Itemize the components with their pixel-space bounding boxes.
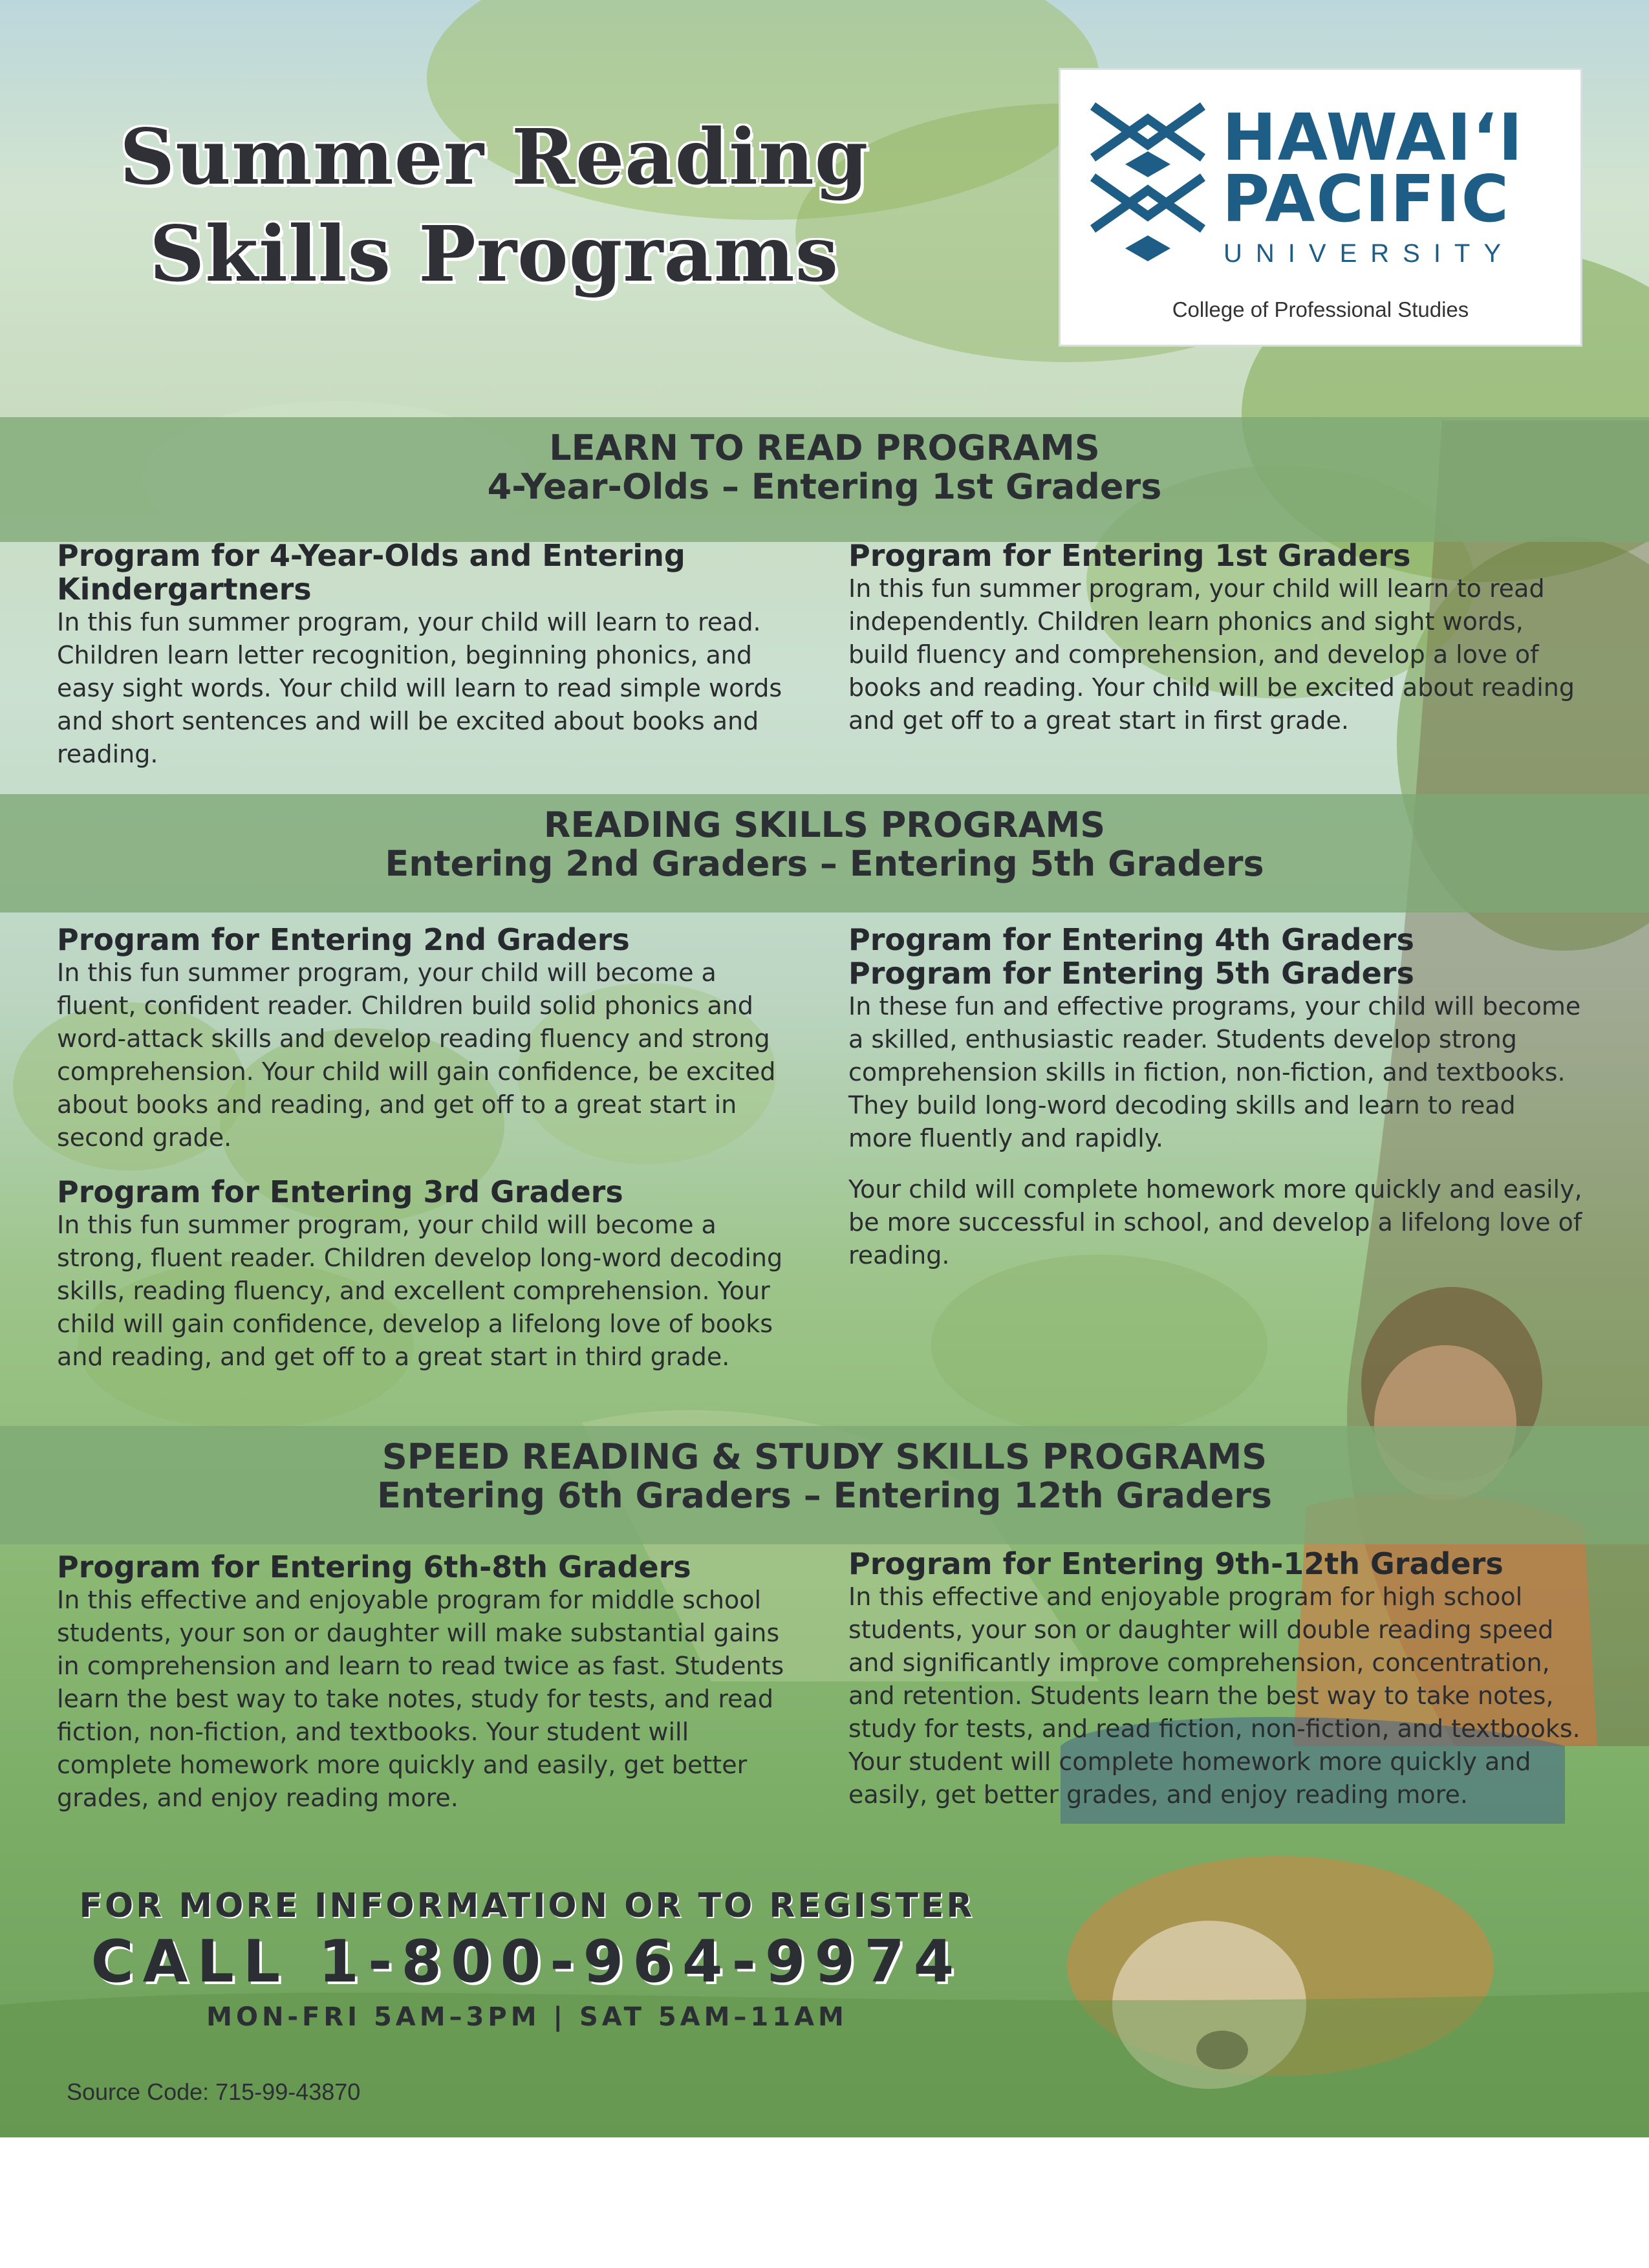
program-1st-grade <box>848 539 1586 737</box>
program-2nd-3rd-grade <box>57 923 794 1374</box>
program-heading: Program for Entering 1st Graders <box>848 538 1411 573</box>
program-heading: Program for Entering 4th Graders <box>848 922 1414 957</box>
program-description-secondary: Your child will complete homework more quickly and easily, be more successful in school, and develop a lifelong love of reading. <box>848 1175 1582 1269</box>
program-heading: Program for Entering 6th-8th Graders <box>57 1550 691 1584</box>
section-subtitle: Entering 2nd Graders – Entering 5th Graders <box>385 843 1264 884</box>
contact-block <box>61 1885 993 2036</box>
program-description: In this fun summer program, your child will become a fluent, confident reader. Children build solid phonics and word-attack skills and develop reading fluency and strong comprehension. Your child will gain confidence, be excited about books and reading, and get off to a great start in second grade. <box>57 958 776 1152</box>
program-4th-5th-grade <box>848 923 1586 1272</box>
program-description: In this effective and enjoyable program for middle school students, your son or daughter will make substantial gains in comprehension and learn to read twice as fast. Students learn the best way to take notes, study for tests, and read fiction, non-fiction, and textbooks. Your student will complete homework more quickly and easily, get better grades, and enjoy reading more. <box>57 1586 784 1812</box>
program-description: In this fun summer program, your child will become a strong, fluent reader. Children develop long-word decoding skills, reading fluency, and excellent comprehension. Your child will gain confidence, develop a lifelong love of books and reading, and get off to a great start in third grade. <box>57 1211 783 1371</box>
section-title: READING SKILLS PROGRAMS <box>543 805 1106 845</box>
quilt-pattern-icon <box>1086 100 1209 268</box>
source-code: Source Code: 715-99-43870 <box>67 2079 361 2105</box>
program-heading-secondary: Program for Entering 5th Graders <box>848 956 1414 991</box>
logo-name-line-1: HAWAI‘I <box>1222 100 1524 175</box>
program-heading: Program for 4-Year-Olds and Entering Kindergartners <box>57 538 685 607</box>
program-description: In these fun and effective programs, your child will become a skilled, enthusiastic reader. Students develop strong comprehension skills in fiction, non-fiction, and textbooks. They build long-word decoding skills and learn to read more fluently and rapidly. <box>848 992 1581 1152</box>
logo-name-line-2: PACIFIC <box>1222 161 1511 237</box>
program-description: In this fun summer program, your child will learn to read. Children learn letter recognition, beginning phonics, and easy sight words. Your child will learn to read simple words and short sentences and will be excited about books and reading. <box>57 608 782 768</box>
program-heading: Program for Entering 2nd Graders <box>57 922 630 957</box>
section-title: SPEED READING & STUDY SKILLS PROGRAMS <box>382 1436 1267 1477</box>
program-9th-12th-grade <box>848 1547 1586 1811</box>
section-band-speed-reading <box>0 1426 1649 1544</box>
title-line-1: Summer Reading <box>120 112 869 202</box>
page-title <box>120 109 868 303</box>
college-name: College of Professional Studies <box>1172 297 1469 321</box>
contact-intro: FOR MORE INFORMATION OR TO REGISTER <box>79 1886 975 1925</box>
program-4yr-kindergarten <box>57 539 794 771</box>
section-band-learn-to-read <box>0 417 1649 542</box>
title-line-2: Skills Programs <box>149 209 839 299</box>
section-title: LEARN TO READ PROGRAMS <box>549 427 1100 468</box>
section-subtitle: Entering 6th Graders – Entering 12th Graders <box>377 1475 1272 1516</box>
phone-number: CALL 1-800-964-9974 <box>91 1928 964 1996</box>
program-heading: Program for Entering 9th-12th Graders <box>848 1546 1503 1581</box>
section-subtitle: 4-Year-Olds – Entering 1st Graders <box>487 466 1162 507</box>
section-band-reading-skills <box>0 794 1649 913</box>
program-6th-8th-grade <box>57 1550 794 1815</box>
program-description: In this effective and enjoyable program for high school students, your son or daughter will double reading speed and significantly improve comprehension, concentration, and retention. Students learn the best way to take notes, study for tests, and read fiction, non-fiction, and textbooks. Your student will complete homework more quickly and easily, get better grades, and enjoy reading more. <box>848 1582 1580 1809</box>
university-logo <box>1061 70 1580 345</box>
logo-name-line-3: UNIVERSITY <box>1223 239 1515 268</box>
office-hours: MON-FRI 5AM–3PM | SAT 5AM–11AM <box>206 2002 848 2032</box>
program-description: In this fun summer program, your child will learn to read independently. Children learn phonics and sight words, build fluency and comprehension, and develop a love of books and reading. Your child will be excited about reading and get off to a great start in first grade. <box>848 574 1575 735</box>
program-heading: Program for Entering 3rd Graders <box>57 1174 623 1209</box>
